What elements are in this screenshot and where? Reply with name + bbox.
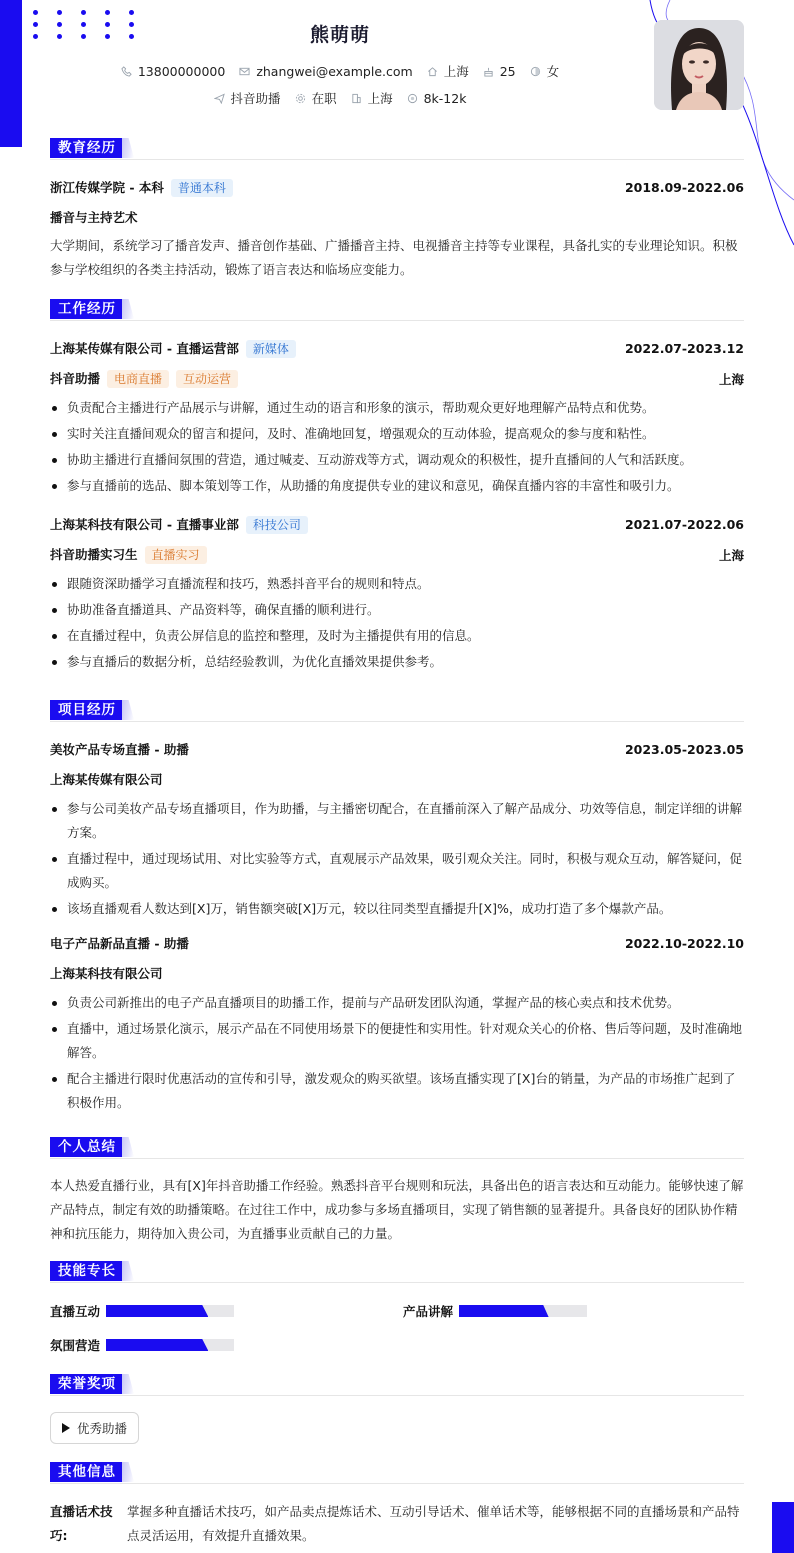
skill-fill [106,1339,208,1351]
salary-text: 8k-12k [423,90,467,106]
project-date: 2023.05-2023.05 [624,741,744,757]
section-header [50,1462,744,1484]
section-title: 工作经历 [50,299,124,319]
phone-text: 13800000000 [137,63,226,79]
home-icon [427,66,438,77]
section-title: 项目经历 [50,700,124,720]
position-text: 抖音助播 [230,91,281,106]
list-item: 直播中，通过场景化演示，展示产品在不同使用场景下的便捷性和实用性。针对观众关心的价格、售后等问题，及时准确地解答。 [50,1017,744,1065]
list-item: 该场直播观看人数达到[X]万，销售额突破[X]万元，较以往同类型直播提升[X]%，成功打造了多个爆款产品。 [50,897,744,921]
project-name: 美妆产品专场直播 - 助播 [50,742,189,757]
list-item: 负责配合主播进行产品展示与讲解，通过生动的语言和形象的演示，帮助观众更好地理解产品特点和优势。 [50,396,744,420]
job-date: 2022.07-2023.12 [624,341,744,356]
skills-section [50,1261,744,1353]
award-badge [50,1412,139,1444]
section-title: 其他信息 [50,1462,124,1482]
section-title: 荣誉奖项 [50,1374,124,1394]
section-title: 技能专长 [50,1261,124,1281]
cake-icon [483,66,494,77]
gender-icon [530,66,541,77]
other-label: 直播话术技巧: [50,1504,113,1543]
resume-header [0,0,794,120]
section-title: 个人总结 [50,1137,124,1157]
section-header [50,1374,744,1396]
education-desc: 大学期间，系统学习了播音发声、播音创作基础、广播播音主持、电视播音主持等专业课程，具备扎实的专业理论知识。积极参与学校组织的各类主持活动，锻炼了语言表达和临场应变能力。 [50,238,738,277]
job-role-row [50,545,744,564]
project-date: 2022.10-2022.10 [624,935,744,951]
list-item: 参与直播后的数据分析，总结经验教训，为优化直播效果提供参考。 [50,650,744,674]
list-item: 协助准备直播道具、产品资料等，确保直播的顺利进行。 [50,598,744,622]
skill-item [50,1302,234,1320]
list-item: 协助主播进行直播间氛围的营造，通过喊麦、互动游戏等方式，调动观众的积极性，提升直播间的人气和活跃度。 [50,448,744,472]
company-tag: 科技公司 [246,516,308,534]
company-tag: 新媒体 [246,340,296,358]
project-name: 电子产品新品直播 - 助播 [50,936,189,951]
section-title: 教育经历 [50,138,124,158]
job-location: 上海 [718,547,744,563]
role-tag: 电商直播 [107,370,169,388]
skill-fill [459,1305,549,1317]
project-bullets [50,797,744,923]
company-name: 上海某传媒有限公司 - 直播运营部 [50,341,239,356]
skill-bar [459,1305,587,1317]
list-item: 参与直播前的选品、脚本策划等工作，从助播的角度提供专业的建议和意见，确保直播内容的丰富性和吸引力。 [50,474,744,498]
job-date: 2021.07-2022.06 [624,517,744,532]
city-item [351,89,393,107]
school-name: 浙江传媒学院 - 本科 [50,180,164,195]
profile-photo [654,20,744,110]
skill-item [50,1336,234,1354]
gender-item [530,62,560,80]
project-company: 上海某科技有限公司 [50,966,163,981]
company-name: 上海某科技有限公司 - 直播事业部 [50,517,239,532]
job-intent-row [0,89,680,107]
summary-section [50,1137,744,1241]
section-header [50,138,744,160]
list-item: 在直播过程中，负责公屏信息的监控和整理，及时为主播提供有用的信息。 [50,624,744,648]
other-info-row [50,1500,744,1548]
email-item [239,64,412,79]
mail-icon [239,66,250,77]
award-label: 优秀助播 [77,1421,128,1436]
coin-icon [407,93,418,104]
email-text: zhangwei@example.com [256,63,413,79]
section-header [50,1261,744,1283]
list-item: 配合主播进行限时优惠活动的宣传和引导，激发观众的购买欲望。该场直播实现了[X]台的销量，为产品的市场推广起到了积极作用。 [50,1067,744,1115]
education-section [50,138,744,277]
education-row [50,178,744,197]
salary-item [407,91,467,106]
age-text: 25 [499,63,516,79]
contact-row [0,62,680,80]
project-header [50,740,744,758]
status-text: 在职 [311,91,337,106]
degree-tag: 普通本科 [171,179,233,197]
project-bullets [50,991,744,1117]
job-role-row [50,369,744,388]
job-header [50,515,744,534]
job-bullets [50,396,744,500]
play-icon [62,1423,70,1433]
honors-section [50,1374,744,1436]
job-bullets [50,572,744,676]
project-header [50,934,744,952]
other-text: 掌握多种直播话术技巧，如产品卖点提炼话术、互动引导话术、催单话术等，能够根据不同的直播场景和产品特点灵活运用，有效提升直播效果。 [127,1504,740,1543]
job-header [50,339,744,358]
age-item [483,64,516,79]
skill-item [403,1302,587,1320]
summary-text: 本人热爱直播行业，具有[X]年抖音助播工作经验。熟悉抖音平台规则和玩法，具备出色的语言表达和互动能力。能够快速了解产品特点，制定有效的助播策略。在过往工作中，成功参与多场直播项目，实现了销售额的显著提升。具备良好的团队协作精神和抗压能力，期待加入贵公司，为直播事业贡献自己的力量。 [50,1178,744,1241]
section-header [50,299,744,321]
send-icon [214,93,225,104]
education-date: 2018.09-2022.06 [624,180,744,195]
role-tag: 互动运营 [176,370,238,388]
major-name: 播音与主持艺术 [50,210,138,225]
job-role: 抖音助播实习生 [50,547,138,562]
project-company: 上海某传媒有限公司 [50,772,163,787]
list-item: 参与公司美妆产品专场直播项目，作为助播，与主播密切配合，在直播前深入了解产品成分、功效等信息，制定详细的讲解方案。 [50,797,744,845]
phone-icon [121,66,132,77]
skill-fill [106,1305,208,1317]
list-item: 负责公司新推出的电子产品直播项目的助播工作，提前与产品研发团队沟通，掌握产品的核心卖点和技术优势。 [50,991,744,1015]
gender-text: 女 [546,64,560,79]
section-header [50,1137,744,1159]
gear-icon [295,93,306,104]
status-item [295,89,337,107]
projects-section [50,700,744,1110]
skill-bar [106,1339,234,1351]
job-role: 抖音助播 [50,371,101,386]
location-item [427,62,469,80]
skill-label: 产品讲解 [403,1304,454,1319]
location-text: 上海 [443,64,469,79]
position-item [214,89,281,107]
skill-bar [106,1305,234,1317]
skill-label: 直播互动 [50,1304,101,1319]
right-accent-bar [772,1502,794,1553]
candidate-name: 熊萌萌 [309,24,370,46]
list-item: 直播过程中，通过现场试用、对比实验等方式，直观展示产品效果，吸引观众关注。同时，积极与观众互动，解答疑问，促成购买。 [50,847,744,895]
role-tag: 直播实习 [145,546,207,564]
building-icon [351,93,362,104]
job-location: 上海 [718,371,744,387]
phone-item [121,64,225,79]
work-section [50,299,744,669]
skill-label: 氛围营造 [50,1338,101,1353]
city-text: 上海 [367,91,393,106]
list-item: 跟随资深助播学习直播流程和技巧，熟悉抖音平台的规则和特点。 [50,572,744,596]
list-item: 实时关注直播间观众的留言和提问，及时、准确地回复，增强观众的互动体验，提高观众的参与度和粘性。 [50,422,744,446]
other-section [50,1462,744,1543]
section-header [50,700,744,722]
